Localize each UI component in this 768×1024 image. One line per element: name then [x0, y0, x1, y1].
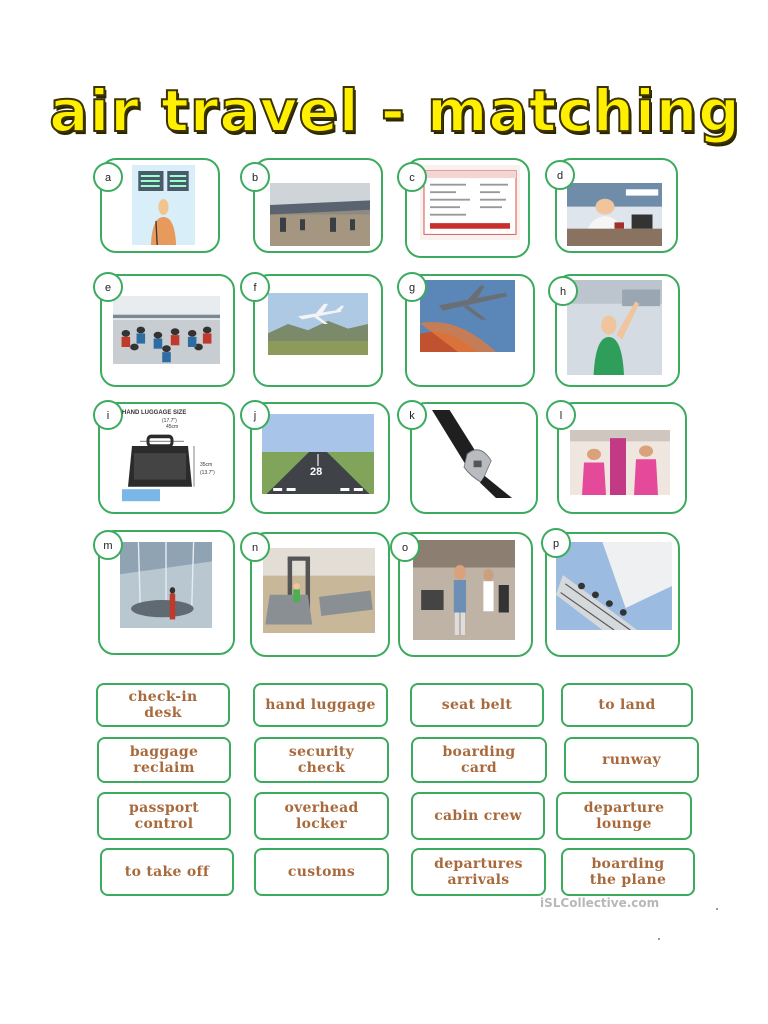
decorative-dot: [658, 938, 660, 940]
plane-taking-off-picture: [420, 280, 515, 352]
word-card[interactable]: [411, 848, 546, 896]
departure-lounge-picture: [270, 183, 370, 246]
page-title: air travel - matching: [49, 77, 741, 145]
word-card-text: check-in desk: [128, 689, 198, 721]
card-letter-badge: k: [397, 400, 427, 430]
word-card[interactable]: [411, 737, 547, 783]
word-card-text: customs: [287, 864, 356, 880]
word-card[interactable]: [96, 683, 230, 727]
word-card[interactable]: [561, 683, 693, 727]
cabin-crew-picture: [570, 430, 670, 495]
card-letter-badge: e: [93, 272, 123, 302]
plane-landing-picture: [268, 293, 368, 355]
security-check-picture: [263, 548, 375, 633]
word-card-text: hand luggage: [265, 697, 376, 713]
word-card-text: boarding card: [442, 744, 516, 776]
word-card[interactable]: [561, 848, 695, 896]
luggage-dimension: 35cm: [200, 462, 213, 468]
card-letter-badge: l: [546, 400, 576, 430]
word-card[interactable]: [253, 683, 388, 727]
runway-picture: [262, 414, 374, 494]
card-letter-badge: o: [390, 532, 420, 562]
word-card[interactable]: [411, 792, 545, 840]
card-letter-badge: p: [541, 528, 571, 558]
word-card[interactable]: [97, 792, 231, 840]
word-card[interactable]: [254, 792, 389, 840]
card-letter-badge: g: [397, 272, 427, 302]
word-card-text: departure lounge: [583, 800, 665, 832]
word-card[interactable]: [410, 683, 544, 727]
decorative-dot: [716, 908, 718, 910]
word-card-text: to take off: [124, 864, 210, 880]
card-letter-badge: d: [545, 160, 575, 190]
card-letter-badge: h: [548, 276, 578, 306]
card-letter-badge: m: [93, 530, 123, 560]
card-letter-badge: n: [240, 532, 270, 562]
customs-picture: [413, 540, 515, 640]
boarding-card-picture: [420, 165, 520, 240]
passport-control-picture: [567, 183, 662, 246]
word-card-text: runway: [602, 752, 661, 768]
boarding-the-plane-picture: [556, 542, 672, 630]
word-card[interactable]: [254, 737, 389, 783]
luggage-size-caption: HAND LUGGAGE SIZE: [122, 410, 187, 416]
word-card[interactable]: [100, 848, 234, 896]
baggage-reclaim-picture: [120, 542, 212, 628]
word-card[interactable]: [254, 848, 389, 896]
word-card[interactable]: [97, 737, 231, 783]
luggage-dimension: (17.7"): [162, 418, 177, 424]
luggage-dimension: (13.7"): [200, 470, 215, 476]
card-letter-badge: b: [240, 162, 270, 192]
word-card-text: to land: [598, 697, 656, 713]
word-card[interactable]: [564, 737, 699, 783]
word-card-text: seat belt: [441, 697, 513, 713]
word-card-text: baggage reclaim: [129, 744, 199, 776]
word-card-text: passport control: [129, 800, 199, 832]
seat-belt-picture: [432, 410, 512, 498]
site-watermark: iSLCollective.com: [540, 896, 660, 910]
card-letter-badge: c: [397, 162, 427, 192]
luggage-dimension: 45cm: [166, 424, 179, 430]
overhead-locker-picture: [567, 280, 662, 375]
word-card-text: departures arrivals: [434, 856, 523, 888]
word-card-text: security check: [288, 744, 355, 776]
runway-number: 28: [310, 466, 323, 478]
word-card-text: cabin crew: [434, 808, 522, 824]
hand-luggage-picture: [110, 410, 213, 506]
card-letter-badge: a: [93, 162, 123, 192]
word-card-text: overhead locker: [284, 800, 359, 832]
card-letter-badge: j: [240, 400, 270, 430]
card-letter-badge: i: [93, 400, 123, 430]
word-card[interactable]: [556, 792, 692, 840]
crowded-lounge-picture: [113, 296, 220, 364]
word-card-text: boarding the plane: [589, 856, 667, 888]
departures-board-traveller-picture: [132, 165, 195, 245]
card-letter-badge: f: [240, 272, 270, 302]
